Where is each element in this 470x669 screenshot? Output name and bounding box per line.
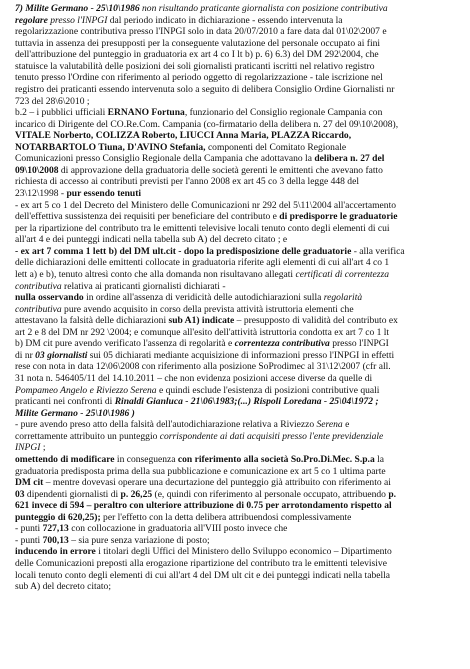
text-run: per l'effetto con la detta delibera attribuendosi complessivamente [100, 511, 352, 523]
text-line [15, 570, 461, 582]
text-line [15, 176, 461, 188]
text-run: nulla osservando [15, 292, 84, 304]
text-run: di nr [15, 349, 36, 361]
text-line [15, 107, 461, 119]
text-run: componenti del Comitato Regionale [205, 141, 347, 153]
text-line [15, 304, 461, 316]
text-run: Pompameo Angelo e Riviezzo Serena [15, 384, 157, 396]
text-run: dell'attribuzione del punteggio in graduatoria ex art 4 co I lt b) p. 6) 6.3) del DM 292\2004, che [15, 49, 379, 61]
text-run: praticanti nei confronti di [15, 396, 115, 408]
text-run: – mentre dovevasi operare una decurtazione del punteggio già attribuito con riferimento ai [43, 477, 391, 489]
text-run: 621 invece di 594 – peraltro con ulteriore attribuzione di 0.75 per arrotondamento rispetto al [15, 500, 392, 512]
text-line [15, 142, 461, 154]
text-line [15, 211, 461, 223]
text-run: p. 26,25 [120, 488, 153, 500]
text-line [15, 385, 461, 397]
text-run: Serena [316, 419, 343, 431]
text-line [15, 500, 461, 512]
text-run: Comunicazioni presso Consiglio Regionale della Campania che adottavano la [15, 153, 315, 165]
text-run: 03 [15, 488, 25, 500]
text-run: ERNANO Fortuna [107, 107, 185, 119]
text-run: ; [40, 442, 46, 454]
text-run: DM cit [15, 477, 44, 489]
text-run: INPGI [15, 442, 41, 454]
text-run: pur essendo tenuti [66, 188, 142, 199]
text-run: regolarità [323, 292, 363, 304]
text-line [15, 49, 461, 61]
text-run: rese con nota in data 12\06\2008 con riferimento alla posizione SoProdimec al 31\12\2007 (cfr all. [15, 361, 391, 373]
text-run: dipendenti giornalisti di [24, 488, 121, 500]
text-run: correntezza contributiva [234, 338, 330, 350]
text-run: delle dichiarazioni delle emittenti collocate in graduatoria riferite agli elementi di cui all'art 4 co 1 [15, 257, 390, 269]
text-line [15, 269, 461, 281]
text-run: registro dei praticanti essendo intervenuta solo a seguito di delibera Consiglio Ordine Giornalisti nr [15, 83, 395, 95]
text-run: 31 nota n. 546405/11 del 14.10.2011 – che non evidenza posizioni accese diverse da quelle di [15, 373, 373, 384]
text-run: 700,13 [42, 534, 69, 546]
text-line [15, 327, 461, 339]
text-run: corrispondente ai dati acquisiti presso l'ente previdenziale [159, 430, 384, 442]
text-run: di approvazione della graduatoria delle società gerenti le emittenti che avevano fatto [58, 164, 383, 176]
text-run: contributiva [15, 303, 62, 315]
text-line [15, 558, 461, 570]
text-line [15, 546, 461, 558]
text-run: all'art 4 e dei punteggi indicati nella tabella sub A) del decreto citato ; e [15, 234, 288, 246]
text-run: art 2 e 8 del DM nr 292 \2004; e comunque all'esito dell'attività istruttoria condotta ex art 7 co 1 lt [15, 326, 390, 338]
text-line [15, 512, 461, 524]
text-line [15, 119, 461, 131]
text-run: sui 05 dichiarati mediante acquisizione di informazioni presso l'INPGI in effetti [87, 349, 395, 361]
text-run: sub A) del decreto citato; [15, 581, 111, 593]
text-run: Milite Germano - 25\10\1986 ) [15, 407, 135, 419]
text-run: Rinaldi Gianluca - 21\06\1983;(...) Rispoli Loredana - 25\04\1972 ; [114, 396, 379, 408]
text-run: graduatoria predisposta prima della sua pubblicazione e comunicazione ex art 5 co 1 ultima parte [15, 465, 386, 477]
text-run: presso l'INPGI [329, 338, 389, 350]
text-run: non risultando praticante giornalista con posizione contributiva [139, 3, 388, 14]
text-run: per la ripartizione del contributo tra le emittenti televisive locali tenuto conto degli elementi di cui [15, 222, 390, 234]
text-line [15, 257, 461, 269]
text-run: in ordine all'assenza di veridicità delle autodichiarazioni sulla [83, 292, 324, 304]
text-run: incarico di Dirigente del CO.Re.Com. Campania (co-firmatario della delibera n. 27 del 09\10\2008), [15, 118, 399, 130]
text-run: pure avendo acquisito in corso della prevista attività istruttoria elementi che [61, 303, 354, 315]
text-line [15, 419, 461, 431]
text-run: - alla verifica [351, 245, 405, 257]
text-run: tuttavia in assenza dei presupposti per la conseguente valutazione del personale occupato ai fini [15, 37, 381, 49]
text-line [15, 38, 461, 50]
text-run: presso l'INPGI [47, 14, 108, 26]
text-line [15, 96, 461, 108]
text-run: lett a) e b), tenuto altresì conto che alla domanda non risultavano allegati [15, 268, 296, 280]
text-run: - ex art 7 comma 1 lett b) del DM ult.cit - dopo la predisposizione delle graduatorie [15, 245, 352, 257]
text-run: p. [388, 488, 397, 500]
text-run: punteggio di 620,25); [15, 511, 101, 523]
text-run: con riferimento alla società So.Pro.Di.Mec. S.p.a [177, 453, 375, 465]
text-run: - punti [15, 523, 43, 535]
text-run: con collocazione in graduatoria all'VIII posto invece che [68, 523, 288, 535]
text-run: locali tenuto conto degli elementi di cui all'art 4 del DM ult cit e dei punteggi indicati nella tabella [15, 569, 390, 581]
text-line [15, 61, 461, 73]
text-run: - pure avendo preso atto della falsità dell'autodichiarazione relativa a Riviezzo [15, 419, 317, 431]
text-line [15, 165, 461, 177]
text-line [15, 15, 461, 27]
text-line [15, 581, 461, 593]
text-line [15, 523, 461, 535]
text-run: NOTARBARTOLO Tiuna, D'AVINO Stefania, [15, 141, 206, 153]
text-run: contributiva [15, 280, 62, 292]
text-run: e quindi esclude l'esistenza di posizioni contributive quali [156, 384, 380, 396]
text-run: - ex art 5 co 1 del Decreto del Ministero delle Comunicazioni nr 292 del 5\11\2004 all'accertamento [15, 199, 396, 211]
text-line [15, 350, 461, 362]
text-line [15, 188, 461, 200]
text-run: omettendo di modificare [15, 453, 115, 465]
text-line [15, 489, 461, 501]
text-run: – presupposto di validità del contributo ex [234, 315, 398, 327]
text-line [15, 281, 461, 293]
text-run: VITALE Norberto, COLIZZA Roberto, LIUCCI Anna Maria, PLAZZA Riccardo, [15, 130, 352, 142]
text-run: delibera n. 27 del [314, 153, 385, 165]
text-line [15, 442, 461, 454]
text-run: 727,13 [42, 523, 69, 535]
text-line [15, 200, 461, 212]
text-line [15, 246, 461, 258]
text-run: 7) Milite Germano - 25\10\1986 [15, 3, 140, 14]
text-line [15, 72, 461, 84]
text-line [15, 408, 461, 420]
text-line [15, 315, 461, 327]
text-run: e [342, 419, 350, 431]
text-line [15, 130, 461, 142]
text-line [15, 431, 461, 443]
text-line [15, 477, 461, 489]
text-run: certificati di correntezza [295, 268, 389, 280]
text-line [15, 84, 461, 96]
text-line [15, 466, 461, 478]
text-run: - punti [15, 534, 43, 546]
text-run: – sia pure senza variazione di posto; [68, 534, 210, 546]
text-run: in conseguenza [114, 453, 178, 465]
text-run: delle Comunicazioni preposti alla erogazione ripartizione del contributo tra le emittenti televisive [15, 558, 387, 569]
text-run: la [374, 453, 384, 465]
text-run: correttamente attribuito un punteggio [15, 430, 160, 442]
text-line [15, 535, 461, 547]
text-run: 23\12\1998 - [15, 188, 67, 199]
text-run: attestavano la falsità delle dichiarazioni [15, 315, 169, 327]
text-run: dal periodo indicato in dichiarazione - essendo intervenuta la [107, 14, 343, 26]
text-run: i titolari degli Uffici del Ministero dello Sviluppo economico – Dipartimento [95, 546, 392, 558]
text-run: relativa ai praticanti giornalisti dichiarati - [61, 280, 226, 292]
text-run: b.2 – i pubblici ufficiali [15, 107, 108, 119]
text-run: 09\10\2008 [15, 164, 59, 176]
text-line [15, 153, 461, 165]
text-run: richiesta di accesso ai contributi previsti per l'anno 2008 ex art 45 co 3 della legge 448 del [15, 176, 359, 188]
text-run: dell'effettiva sussistenza dei requisiti per beneficiare del contributo e [15, 211, 280, 223]
text-run: 03 giornalisti [35, 349, 88, 361]
text-line [15, 373, 461, 385]
text-run: inducendo in errore [15, 546, 96, 558]
text-run: statuisce la valutabilità delle posizioni dei soli giornalisti praticanti iscritti nel relativo registro [15, 60, 375, 72]
text-line [15, 338, 461, 350]
text-line [15, 234, 461, 246]
text-line [15, 361, 461, 373]
text-run: di predisporre le graduatorie [279, 211, 398, 223]
text-line [15, 3, 461, 15]
text-run: tenuto presso l'Ordine con riferimento al periodo oggetto di regolarizzazione - tale iscrizione nel [15, 72, 383, 84]
text-line [15, 396, 461, 408]
text-run: regolarizzazione contributiva presso l'INPGI solo in data 20/07/2010 a fare data dal 01\02\2007 e [15, 26, 387, 38]
text-line [15, 223, 461, 235]
text-run: 723 del 28\6\2010 ; [15, 95, 90, 107]
text-run: (e, quindi con riferimento al personale occupato, attribuendo [152, 488, 389, 500]
text-line [15, 454, 461, 466]
text-line [15, 292, 461, 304]
text-run: b) DM cit pure avendo verificato l'assenza di regolarità e [15, 338, 235, 350]
text-line [15, 26, 461, 38]
text-run: sub A1) indicate [168, 315, 235, 327]
text-run: , funzionario del Consiglio regionale Campania con [184, 107, 383, 119]
text-run: regolare [15, 14, 48, 26]
